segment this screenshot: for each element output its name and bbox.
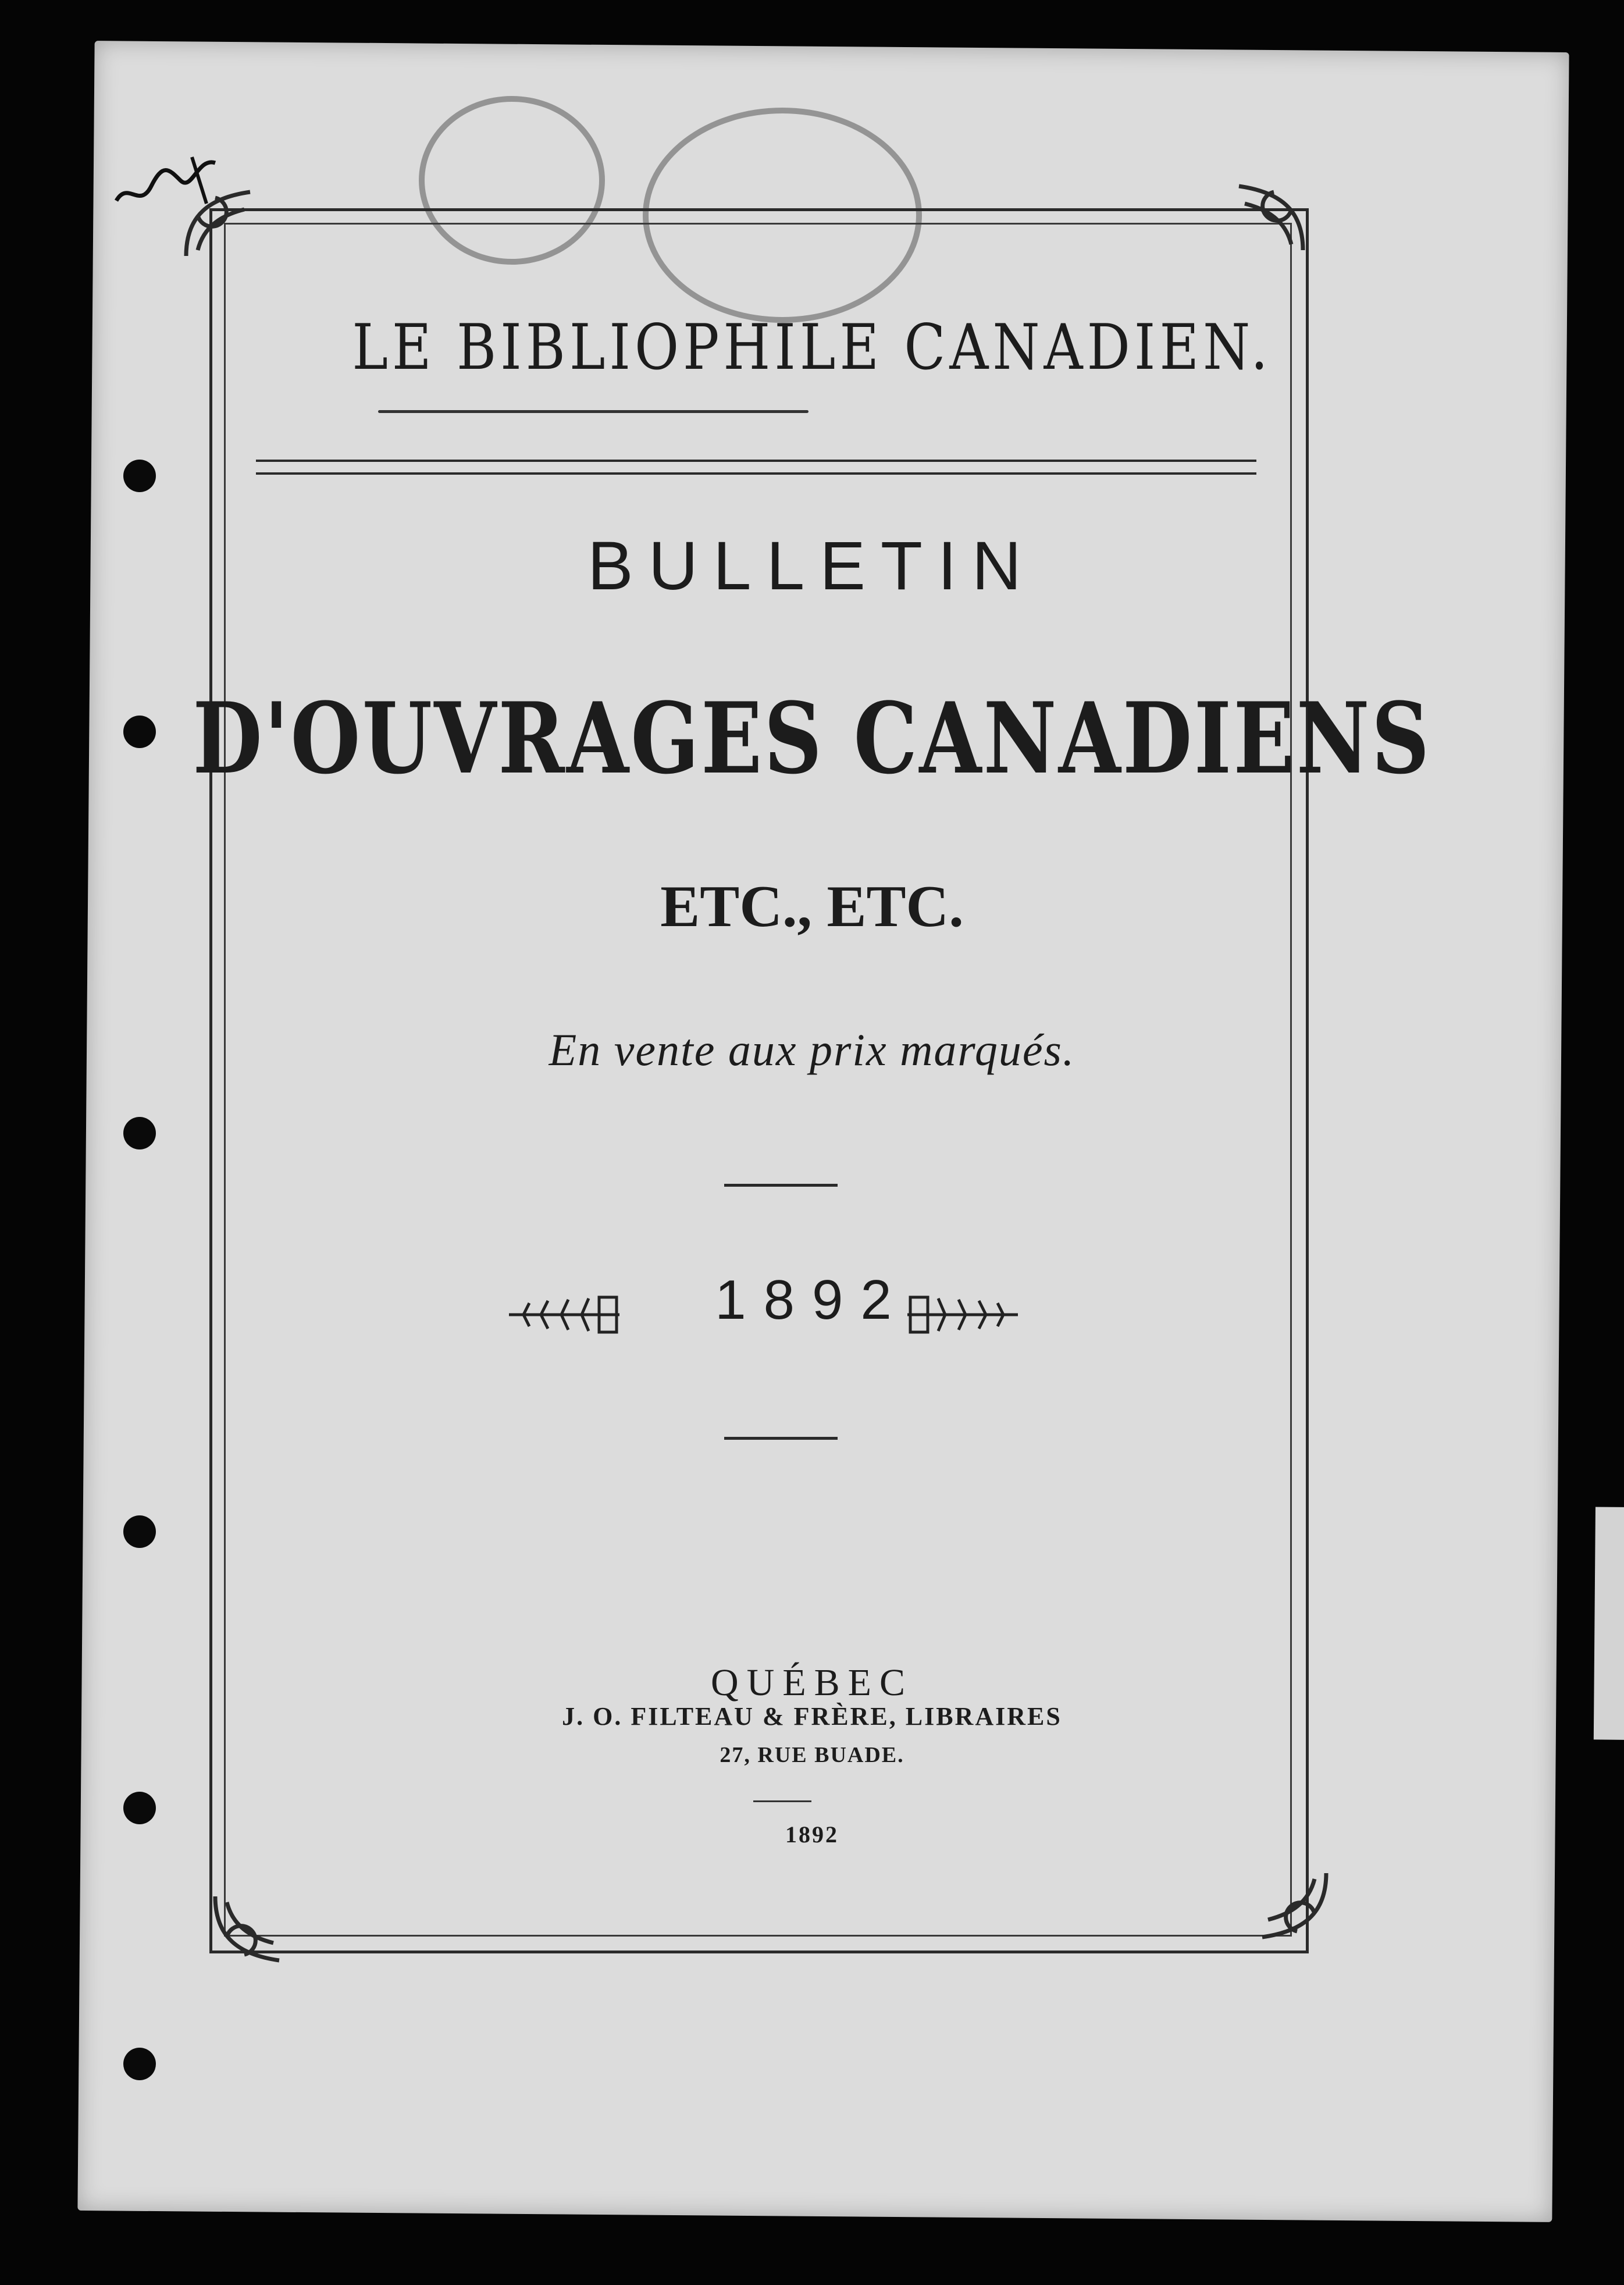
double-rule: [256, 460, 1256, 475]
imprint-publisher: J. O. FILTEAU & FRÈRE, LIBRAIRES: [562, 1702, 1062, 1731]
corner-ornament-icon: [204, 1885, 291, 1972]
ornamented-year: 1892: [715, 1269, 909, 1331]
binder-hole: [123, 1792, 156, 1824]
series-title: LE BIBLIOPHILE CANADIEN.: [352, 311, 1272, 384]
binder-hole: [123, 1117, 156, 1149]
binder-hole: [123, 460, 156, 492]
imprint-city: QUÉBEC: [711, 1661, 913, 1704]
etc-line: ETC., ETC.: [660, 874, 964, 939]
main-title: D'OUVRAGES CANADIENS: [193, 681, 1431, 796]
imprint-address: 27, RUE BUADE.: [720, 1743, 904, 1767]
corner-ornament-icon: [1227, 175, 1315, 262]
mini-rule: [753, 1800, 811, 1802]
page-heading: BULLETIN: [587, 528, 1037, 604]
corner-ornament-icon: [1251, 1862, 1338, 1949]
sprig-ornament-right-icon: [904, 1289, 1021, 1341]
binder-hole: [123, 2048, 156, 2080]
pencil-underline: [378, 410, 809, 413]
tagline: En vente aux prix marqués.: [549, 1024, 1075, 1075]
corner-ornament-icon: [174, 180, 262, 268]
short-rule: [724, 1437, 838, 1440]
binder-hole: [123, 1515, 156, 1548]
imprint-year: 1892: [785, 1821, 839, 1848]
short-rule: [724, 1184, 838, 1187]
